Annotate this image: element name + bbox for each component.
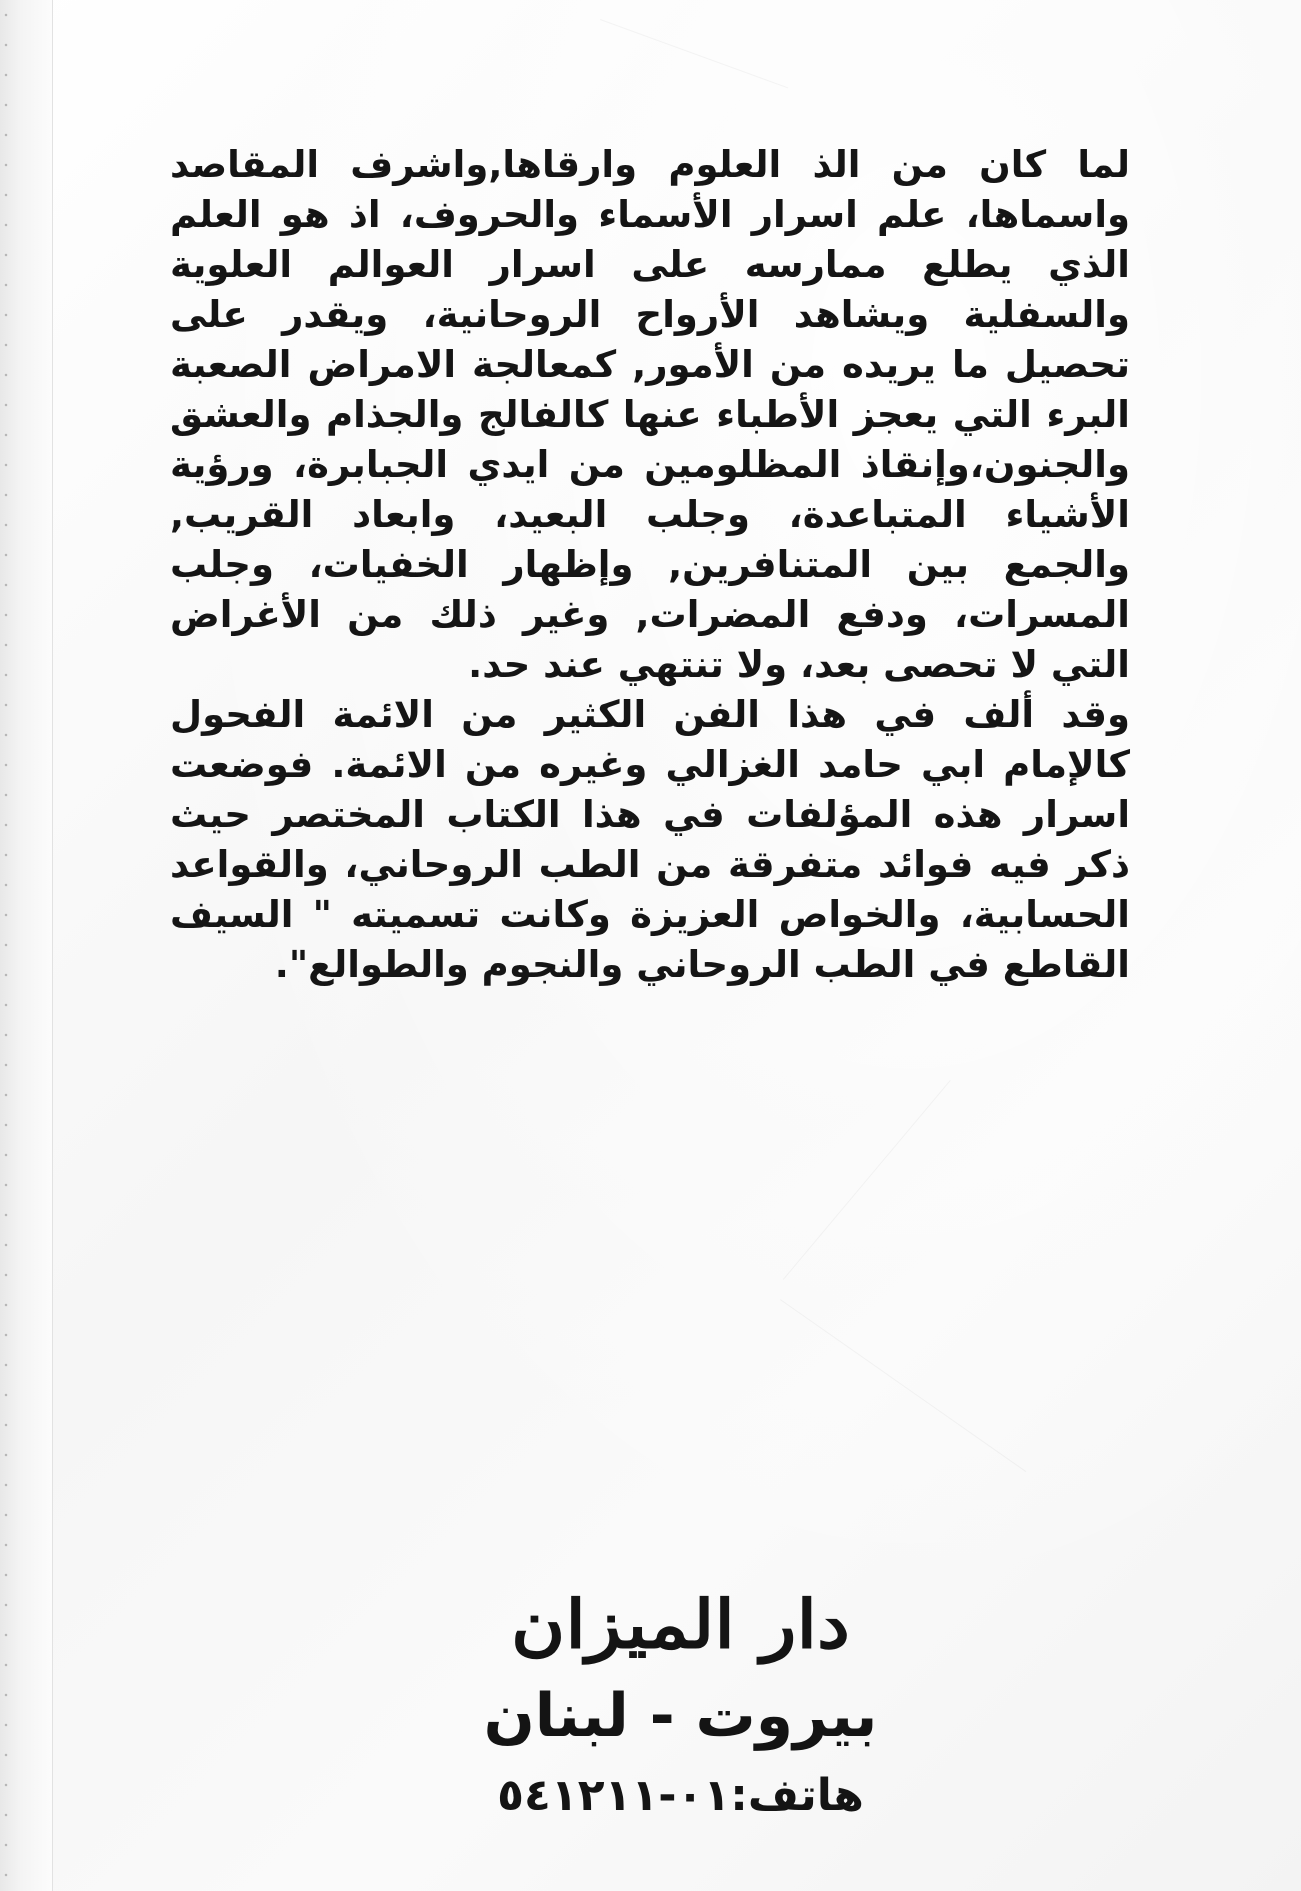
paper-crease [780,1299,1026,1472]
paper-crease [600,19,788,88]
publisher-logo: دار الميزان [511,1586,850,1664]
paper-crease [783,1080,951,1280]
publisher-city: بيروت - لبنان [483,1681,878,1751]
blurb-paragraph-1: لما كان من الذ العلوم وارقاها,واشرف المقاصد واسماها، علم اسرار الأسماء والحروف، اذ هو العلم الذي يطلع ممارسه على اسرار العوالم العلوية والسفلية ويشاهد الأرواح الروحانية، ويقدر على تحصيل ما يريده من الأمور, كمعالجة الامراض الصعبة البرء التي يعجز الأطباء عنها كالفالج والجذام والعشق والجنون،وإنقاذ المظلومين من ايدي الجبابرة، ورؤية الأشياء المتباعدة، وجلب البعيد، وابعاد القريب, والجمع بين المتنافرين, وإظهار الخفيات، وجلب المسرات، ودفع المضرات, وغير ذلك من الأغراض التي لا تحصى بعد، ولا تنتهي عند حد. [170,143,1130,686]
publisher-block [0,1580,1301,1826]
publisher-phone: هاتف:٠١-٥٤١٢١١ [497,1770,864,1821]
blurb-paragraph-2: وقد ألف في هذا الفن الكثير من الائمة الفحول كالإمام ابي حامد الغزالي وغيره من الائمة. فوضعت اسرار هذه المؤلفات في هذا الكتاب المختصر حيث ذكر فيه فوائد متفرقة من الطب الروحاني، والقواعد الحسابية، والخواص العزيزة وكانت تسميته " السيف القاطع في الطب الروحاني والنجوم والطوالع". [170,693,1130,986]
blurb-text [170,140,1130,990]
